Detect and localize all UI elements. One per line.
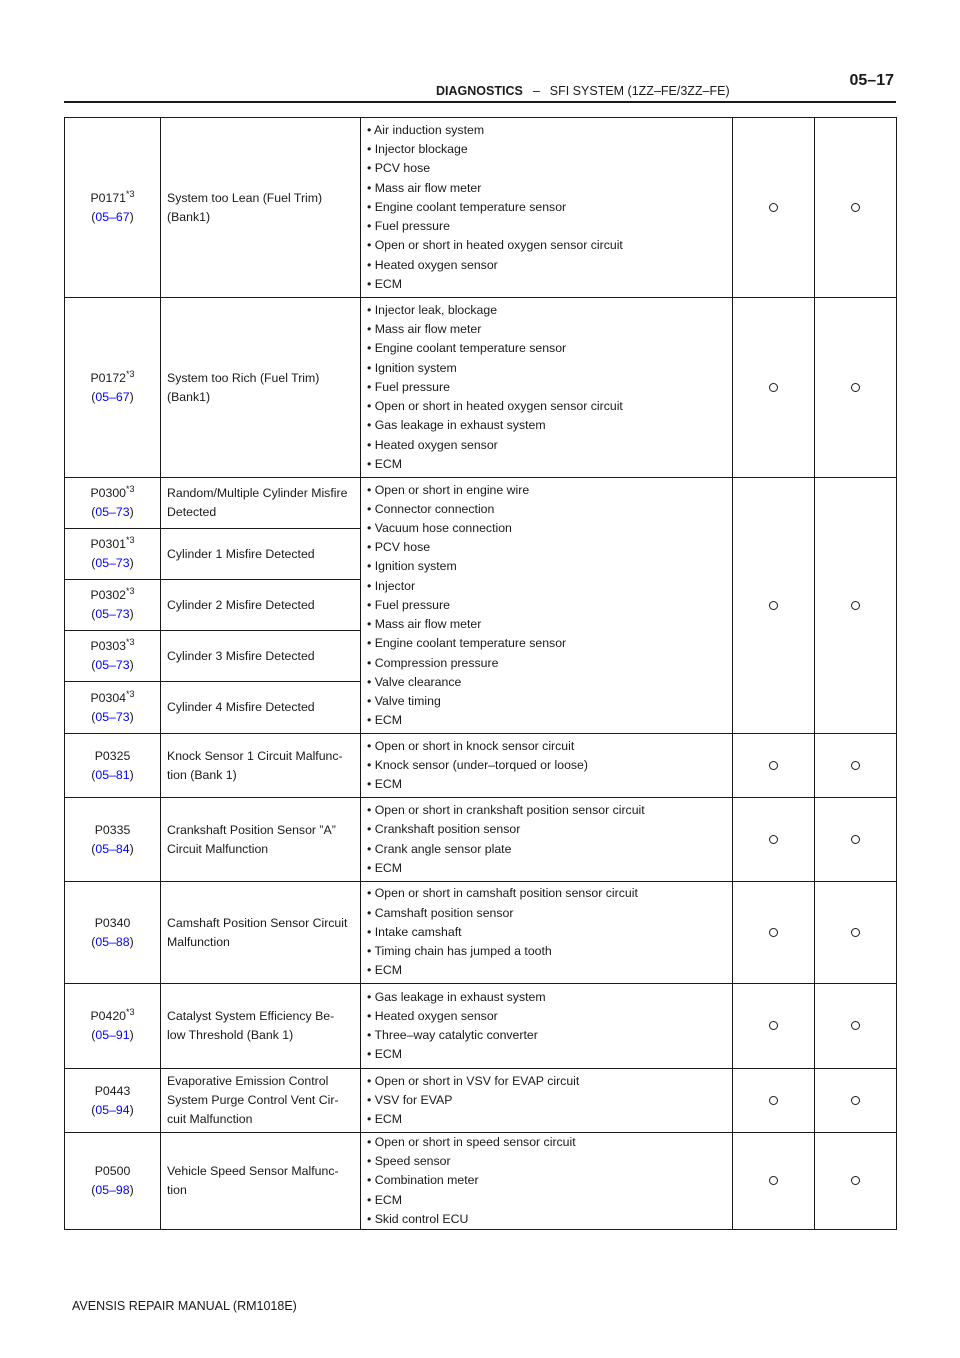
dtc-code: P0301 xyxy=(90,537,127,551)
trouble-area-cell xyxy=(361,1133,733,1230)
trouble-area-item: • ECM xyxy=(367,777,403,792)
dtc-ref-line: (05–67) xyxy=(91,389,134,404)
dtc-code: P0335 xyxy=(94,822,131,837)
detection-item-line: tion xyxy=(167,1183,187,1197)
circle-mark-icon xyxy=(851,601,860,610)
trouble-area-item: • Heated oxygen sensor xyxy=(367,1008,498,1023)
dtc-ref-line: (05–94) xyxy=(91,1102,134,1117)
dtc-code: P0172 xyxy=(90,370,127,385)
memory-mark-cell xyxy=(815,118,897,298)
table-row xyxy=(65,118,897,298)
detection-item-line: (Bank1) xyxy=(167,209,211,224)
dtc-ref-line: (05–98) xyxy=(91,1183,134,1197)
circle-mark-icon xyxy=(851,1021,860,1030)
dtc-code-cell xyxy=(65,1133,161,1230)
dtc-code-line xyxy=(65,1082,160,1101)
page-ref-link[interactable]: 05–73 xyxy=(95,607,130,621)
mil-mark-cell xyxy=(733,1069,815,1133)
trouble-area-item: • PCV hose xyxy=(367,161,431,176)
memory-mark-cell xyxy=(815,478,897,734)
page-ref-link[interactable]: 05–67 xyxy=(95,209,130,224)
trouble-area-item: • ECM xyxy=(367,860,403,875)
detection-item-line: Catalyst System Efficiency Be- xyxy=(167,1009,335,1023)
detection-item-line: Vehicle Speed Sensor Malfunc- xyxy=(167,1164,339,1178)
dtc-detection-item xyxy=(161,298,361,478)
trouble-area-item: • Combination meter xyxy=(367,1173,479,1188)
detection-item-line: (Bank1) xyxy=(167,389,211,404)
table-row xyxy=(65,1133,897,1230)
trouble-area-item: • Air induction system xyxy=(367,123,485,138)
trouble-area-cell xyxy=(361,984,733,1069)
trouble-area-item: • Open or short in crankshaft position sensor circuit xyxy=(367,803,645,818)
header-section: DIAGNOSTICS xyxy=(436,84,523,98)
table-row xyxy=(65,478,897,529)
page-ref-link[interactable]: 05–67 xyxy=(95,389,130,404)
dtc-code-line xyxy=(65,821,160,840)
circle-mark-icon xyxy=(851,383,860,392)
trouble-area-item: • Valve timing xyxy=(367,693,441,708)
dtc-code-cell xyxy=(65,298,161,478)
detection-item-line: low Threshold (Bank 1) xyxy=(167,1028,294,1042)
dtc-detection-item xyxy=(161,631,361,682)
dtc-code-cell xyxy=(65,882,161,984)
dtc-code-line xyxy=(65,1162,160,1181)
dtc-code-cell xyxy=(65,798,161,882)
trouble-area-item: • Camshaft position sensor xyxy=(367,905,514,920)
trouble-area-item: • Injector leak, blockage xyxy=(367,303,498,318)
detection-item-line: Knock Sensor 1 Circuit Malfunc- xyxy=(167,748,343,763)
circle-mark-icon xyxy=(769,383,778,392)
trouble-area-item: • Crankshaft position sensor xyxy=(367,822,521,837)
footer-text: AVENSIS REPAIR MANUAL (RM1018E) xyxy=(72,1299,297,1313)
dtc-code-note: *3 xyxy=(126,188,135,199)
circle-mark-icon xyxy=(851,761,860,770)
dtc-ref-line: (05–84) xyxy=(91,841,134,856)
trouble-area-item: • Open or short in engine wire xyxy=(367,482,530,497)
page-number: 05–17 xyxy=(849,72,894,89)
trouble-area-item: • Open or short in VSV for EVAP circuit xyxy=(367,1073,580,1088)
dtc-code-note: *3 xyxy=(126,636,135,647)
trouble-area-item: • Intake camshaft xyxy=(367,924,462,939)
dtc-ref-line: (05–67) xyxy=(91,209,134,224)
memory-mark-cell xyxy=(815,798,897,882)
table-row xyxy=(65,984,897,1069)
dtc-code: P0300 xyxy=(90,486,127,500)
trouble-area-item: • Fuel pressure xyxy=(367,379,450,394)
trouble-area-cell xyxy=(361,1069,733,1133)
dtc-code-cell xyxy=(65,631,161,682)
dtc-code-cell xyxy=(65,118,161,298)
dtc-ref-line: (05–73) xyxy=(91,505,134,519)
page-ref-link[interactable]: 05–91 xyxy=(95,1028,130,1042)
dtc-code-line xyxy=(65,189,160,208)
page-ref-link[interactable]: 05–73 xyxy=(95,709,130,724)
page-ref-link[interactable]: 05–88 xyxy=(95,934,130,949)
header-subtitle: SFI SYSTEM (1ZZ–FE/3ZZ–FE) xyxy=(549,84,730,98)
trouble-area-item: • Engine coolant temperature sensor xyxy=(367,636,567,651)
trouble-area-item: • Ignition system xyxy=(367,360,457,375)
trouble-area-item: • ECM xyxy=(367,1047,403,1062)
detection-item-line: System too Lean (Fuel Trim) xyxy=(167,190,323,205)
memory-mark-cell xyxy=(815,1069,897,1133)
circle-mark-icon xyxy=(769,1176,778,1185)
dtc-code: P0303 xyxy=(90,639,127,653)
dtc-detection-item xyxy=(161,734,361,798)
mil-mark-cell xyxy=(733,984,815,1069)
trouble-area-item: • Open or short in speed sensor circuit xyxy=(367,1135,576,1149)
page-ref-link[interactable]: 05–81 xyxy=(95,767,130,782)
dtc-code: P0443 xyxy=(94,1083,131,1098)
dtc-code-cell xyxy=(65,529,161,580)
dtc-detection-item xyxy=(161,1133,361,1230)
mil-mark-cell xyxy=(733,734,815,798)
dtc-ref-line: (05–73) xyxy=(91,658,134,672)
detection-item-line: Random/Multiple Cylinder Misfire xyxy=(167,486,348,500)
mil-mark-cell xyxy=(733,798,815,882)
dtc-detection-item xyxy=(161,798,361,882)
dtc-detection-item xyxy=(161,529,361,580)
page-ref-link[interactable]: 05–94 xyxy=(95,1102,130,1117)
trouble-area-item: • Injector blockage xyxy=(367,142,468,157)
trouble-area-item: • Heated oxygen sensor xyxy=(367,257,498,272)
trouble-area-item: • ECM xyxy=(367,456,403,471)
dtc-detection-item xyxy=(161,984,361,1069)
dtc-code-line xyxy=(65,689,160,708)
dtc-code-note: *3 xyxy=(126,688,135,699)
trouble-area-item: • Ignition system xyxy=(367,559,457,574)
page-ref-link[interactable]: 05–73 xyxy=(95,505,130,519)
trouble-area-item: • Crank angle sensor plate xyxy=(367,841,512,856)
dtc-code-line xyxy=(65,535,160,554)
dtc-detection-item xyxy=(161,478,361,529)
trouble-area-item: • Speed sensor xyxy=(367,1154,451,1169)
dtc-code-line xyxy=(65,637,160,656)
trouble-area-item: • Connector connection xyxy=(367,501,495,516)
circle-mark-icon xyxy=(769,928,778,937)
detection-item-line: Circuit Malfunction xyxy=(167,841,269,856)
trouble-area-item: • Open or short in knock sensor circuit xyxy=(367,738,575,753)
trouble-area-item: • Injector xyxy=(367,578,416,593)
trouble-area-item: • Mass air flow meter xyxy=(367,322,482,337)
mil-mark-cell xyxy=(733,478,815,734)
dtc-detection-item xyxy=(161,682,361,734)
trouble-area-item: • ECM xyxy=(367,276,403,291)
dtc-detection-item xyxy=(161,118,361,298)
memory-mark-cell xyxy=(815,298,897,478)
circle-mark-icon xyxy=(851,1176,860,1185)
page-header xyxy=(64,72,896,102)
dtc-ref-line: (05–73) xyxy=(91,607,134,621)
header-title xyxy=(436,84,730,98)
trouble-area-item: • Open or short in heated oxygen sensor circuit xyxy=(367,238,623,253)
dtc-code-line xyxy=(65,484,160,503)
dtc-detection-item xyxy=(161,580,361,631)
dtc-code: P0171 xyxy=(90,190,127,205)
trouble-area-item: • Open or short in camshaft position sensor circuit xyxy=(367,886,638,901)
table-row xyxy=(65,882,897,984)
trouble-area-cell xyxy=(361,882,733,984)
circle-mark-icon xyxy=(769,761,778,770)
detection-item-line: Cylinder 4 Misfire Detected xyxy=(167,700,315,714)
dtc-code-line xyxy=(65,369,160,388)
memory-mark-cell xyxy=(815,984,897,1069)
trouble-area-item: • ECM xyxy=(367,963,403,978)
trouble-area-item: • Timing chain has jumped a tooth xyxy=(367,944,552,959)
circle-mark-icon xyxy=(769,601,778,610)
trouble-area-item: • ECM xyxy=(367,1192,403,1207)
trouble-area-cell xyxy=(361,478,733,734)
dtc-code: P0304 xyxy=(90,690,127,705)
circle-mark-icon xyxy=(769,203,778,212)
page-ref-link[interactable]: 05–84 xyxy=(95,841,130,856)
dtc-ref-line: (05–73) xyxy=(91,556,134,570)
trouble-area-cell xyxy=(361,298,733,478)
dtc-detection-item xyxy=(161,1069,361,1133)
dtc-code-cell xyxy=(65,984,161,1069)
memory-mark-cell xyxy=(815,882,897,984)
detection-item-line: Crankshaft Position Sensor ”A” xyxy=(167,822,336,837)
dtc-code-line xyxy=(65,586,160,605)
table-row xyxy=(65,1069,897,1133)
dtc-ref-line: (05–81) xyxy=(91,767,134,782)
detection-item-line: Evaporative Emission Control xyxy=(167,1074,329,1088)
dtc-code: P0420 xyxy=(90,1009,127,1023)
detection-item-line: Malfunction xyxy=(167,934,230,949)
dtc-code-cell xyxy=(65,478,161,529)
trouble-area-item: • Gas leakage in exhaust system xyxy=(367,418,546,433)
circle-mark-icon xyxy=(851,835,860,844)
detection-item-line: Cylinder 1 Misfire Detected xyxy=(167,546,315,561)
trouble-area-item: • Engine coolant temperature sensor xyxy=(367,199,567,214)
trouble-area-item: • ECM xyxy=(367,1112,403,1127)
dtc-code: P0302 xyxy=(90,588,127,602)
trouble-area-item: • Mass air flow meter xyxy=(367,617,482,632)
dtc-code-cell xyxy=(65,580,161,631)
dtc-code-line xyxy=(65,1007,160,1026)
dtc-code: P0325 xyxy=(94,748,131,763)
detection-item-line: Camshaft Position Sensor Circuit xyxy=(167,915,348,930)
dtc-code-note: *3 xyxy=(126,585,135,596)
dtc-table xyxy=(64,117,897,1230)
circle-mark-icon xyxy=(851,1096,860,1105)
detection-item-line: cuit Malfunction xyxy=(167,1112,253,1126)
circle-mark-icon xyxy=(769,1096,778,1105)
dtc-ref-line: (05–73) xyxy=(91,709,134,724)
trouble-area-item: • Fuel pressure xyxy=(367,597,450,612)
mil-mark-cell xyxy=(733,882,815,984)
dtc-code-note: *3 xyxy=(126,534,135,545)
trouble-area-item: • Engine coolant temperature sensor xyxy=(367,341,567,356)
dtc-code-cell xyxy=(65,1069,161,1133)
dtc-code-cell xyxy=(65,734,161,798)
detection-item-line: Detected xyxy=(167,505,217,519)
dtc-code: P0500 xyxy=(94,1164,131,1178)
dtc-detection-item xyxy=(161,882,361,984)
detection-item-line: tion (Bank 1) xyxy=(167,767,237,782)
trouble-area-item: • Open or short in heated oxygen sensor circuit xyxy=(367,399,623,414)
trouble-area-item: • ECM xyxy=(367,713,403,728)
dtc-code-note: *3 xyxy=(126,368,135,379)
header-rule xyxy=(64,101,896,103)
table-row xyxy=(65,798,897,882)
memory-mark-cell xyxy=(815,734,897,798)
detection-item-line: System Purge Control Vent Cir- xyxy=(167,1093,339,1107)
detection-item-line: Cylinder 3 Misfire Detected xyxy=(167,648,315,663)
circle-mark-icon xyxy=(769,835,778,844)
mil-mark-cell xyxy=(733,118,815,298)
trouble-area-item: • Gas leakage in exhaust system xyxy=(367,989,546,1004)
circle-mark-icon xyxy=(851,203,860,212)
page-ref-link[interactable]: 05–73 xyxy=(95,658,130,672)
trouble-area-item: • Heated oxygen sensor xyxy=(367,437,498,452)
table-row xyxy=(65,734,897,798)
mil-mark-cell xyxy=(733,298,815,478)
dtc-ref-line: (05–88) xyxy=(91,934,134,949)
trouble-area-cell xyxy=(361,734,733,798)
trouble-area-item: • Compression pressure xyxy=(367,655,499,670)
page-ref-link[interactable]: 05–98 xyxy=(95,1183,130,1197)
trouble-area-cell xyxy=(361,118,733,298)
trouble-area-item: • Vacuum hose connection xyxy=(367,521,512,536)
dtc-table-body xyxy=(65,118,897,1230)
dtc-code-line xyxy=(65,747,160,766)
memory-mark-cell xyxy=(815,1133,897,1230)
trouble-area-item: • Knock sensor (under–torqued or loose) xyxy=(367,757,588,772)
circle-mark-icon xyxy=(769,1021,778,1030)
dtc-code-cell xyxy=(65,682,161,734)
detection-item-line: System too Rich (Fuel Trim) xyxy=(167,370,320,385)
dtc-code-line xyxy=(65,914,160,933)
mil-mark-cell xyxy=(733,1133,815,1230)
dtc-ref-line: (05–91) xyxy=(91,1028,134,1042)
header-dash: – xyxy=(532,84,540,98)
trouble-area-item: • Mass air flow meter xyxy=(367,180,482,195)
trouble-area-item: • Fuel pressure xyxy=(367,219,450,234)
dtc-code: P0340 xyxy=(94,915,131,930)
dtc-code-note: *3 xyxy=(126,1006,135,1017)
trouble-area-item: • Valve clearance xyxy=(367,674,462,689)
table-row xyxy=(65,298,897,478)
trouble-area-item: • Skid control ECU xyxy=(367,1211,469,1226)
page-ref-link[interactable]: 05–73 xyxy=(95,556,130,570)
detection-item-line: Cylinder 2 Misfire Detected xyxy=(167,597,315,612)
trouble-area-item: • VSV for EVAP xyxy=(367,1092,453,1107)
circle-mark-icon xyxy=(851,928,860,937)
trouble-area-item: • Three–way catalytic converter xyxy=(367,1028,538,1042)
trouble-area-cell xyxy=(361,798,733,882)
dtc-code-note: *3 xyxy=(126,483,135,494)
trouble-area-item: • PCV hose xyxy=(367,540,431,555)
